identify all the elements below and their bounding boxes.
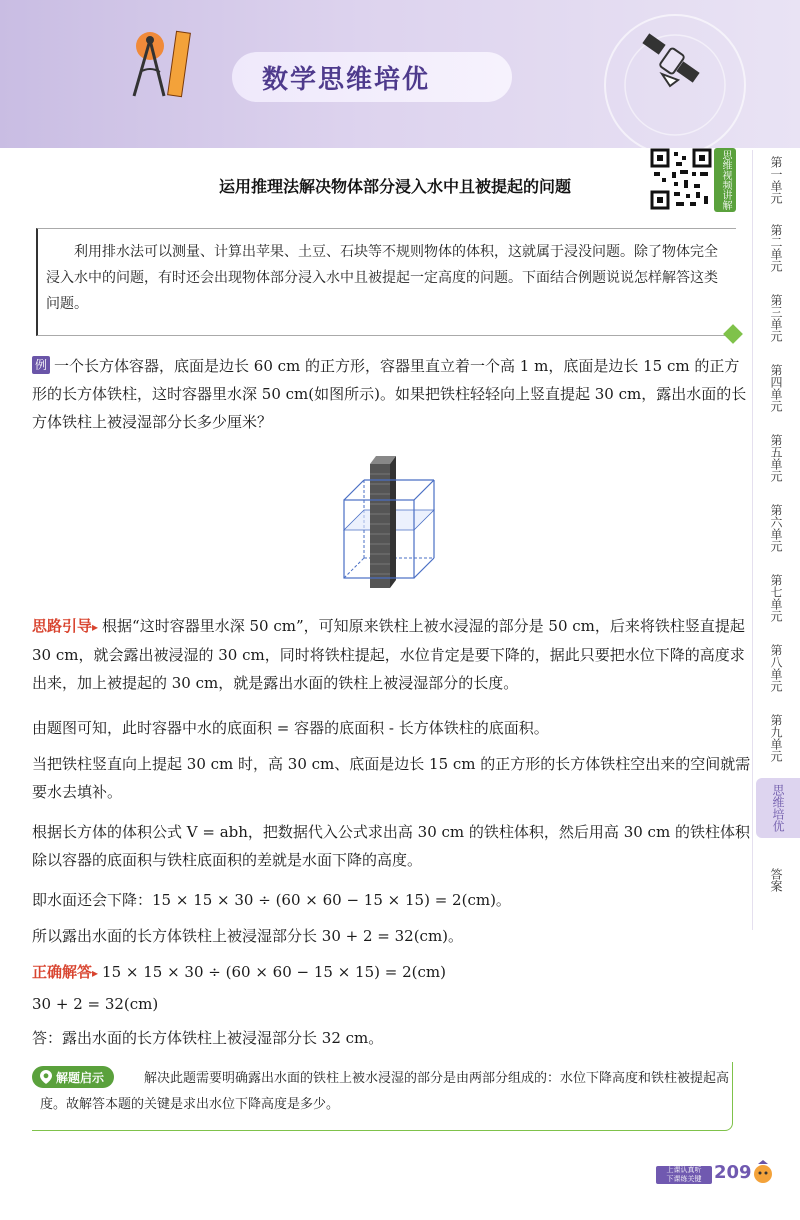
footer-slogan-top: 上课认真听 (666, 1166, 702, 1174)
arrow-right-icon: ▸ (92, 620, 99, 634)
mascot-icon (752, 1160, 774, 1186)
analysis-paragraph-3: 当把铁柱竖直向上提起 30 cm 时，高 30 cm、底面是边长 15 cm 的正方形的长方体铁柱空出来的空间就需要水去填补。 (32, 755, 751, 801)
side-tab-4[interactable]: 第四单元 (769, 364, 783, 412)
hint-badge (32, 1066, 114, 1088)
side-tab-5[interactable]: 第五单元 (769, 434, 783, 482)
analysis-label: 思路引导 (32, 617, 93, 635)
analysis-paragraph-6: 所以露出水面的长方体铁柱上被浸湿部分长 30 + 2 = 32(cm)。 (32, 927, 464, 945)
intro-text: 利用排水法可以测量、计算出苹果、土豆、石块等不规则物体的体积，这就属于浸没问题。除了物体完全浸入水中的问题，有时还会出现物体部分浸入水中且被提起一定高度的问题。下面结合例题说说怎样解答这类问题。 (46, 244, 718, 312)
side-tab-6[interactable]: 第六单元 (769, 504, 783, 552)
section-title: 运用推理法解决物体部分浸入水中且被提起的问题 (218, 177, 571, 196)
side-tab-2[interactable]: 第二单元 (769, 224, 783, 272)
side-tab-7[interactable]: 第七单元 (769, 574, 783, 622)
example-problem (32, 352, 752, 436)
header-banner (0, 0, 800, 148)
example-icon: 例 (32, 356, 50, 374)
analysis-text-1: 根据“这时容器里水深 50 cm”，可知原来铁柱上被水浸湿的部分是 50 cm，后来将铁柱竖直提起 30 cm，就会露出被浸湿的 30 cm，同时将铁柱提起，水位肯定是要下降的，据此只要把水位下降的高度求出来，加上被提起的 30 cm，就是露出水面的铁柱上被浸湿部分的长度。 (32, 617, 745, 692)
answer-line-2: 30 + 2 = 32(cm) (32, 995, 159, 1013)
arrow-right-icon: ▸ (92, 966, 99, 980)
side-tab-10[interactable]: 思维培优 (756, 778, 800, 838)
side-tab-11[interactable]: 答案 (769, 868, 783, 892)
hint-text: 解决此题需要明确露出水面的铁柱上被水浸湿的部分是由两部分组成的：水位下降高度和铁柱被提起高度。故解答本题的关键是求出水位下降高度是多少。 (40, 1071, 730, 1112)
qr-code-icon[interactable] (650, 148, 712, 210)
container-iron-pillar-figure (330, 450, 450, 610)
analysis-paragraph-4: 根据长方体的体积公式 V = abh，把数据代入公式求出高 30 cm 的铁柱体积，然后用高 30 cm 的铁柱体积除以容器的底面积与铁柱底面积的差就是水面下降的高度。 (32, 823, 750, 869)
hint-text-wrap (40, 1066, 730, 1118)
hint-label: 解题启示 (56, 1070, 105, 1085)
location-pin-icon (40, 1070, 52, 1084)
side-tab-8[interactable]: 第八单元 (769, 644, 783, 692)
page-footer (656, 1160, 776, 1188)
qr-video-tag[interactable]: 思维视频讲解 (714, 148, 736, 212)
analysis-paragraph-1 (32, 612, 752, 697)
analysis-paragraph-5: 即水面还会下降：15 × 15 × 30 ÷ (60 × 60 − 15 × 15) = 2(cm)。 (32, 891, 511, 909)
footer-slogan-bottom: 下课练关键 (666, 1175, 702, 1183)
compass-ruler-icon (120, 26, 200, 106)
satellite-icon (640, 30, 704, 94)
side-tab-3[interactable]: 第三单元 (769, 294, 783, 342)
corner-decoration-icon (723, 324, 743, 344)
example-text: 一个长方体容器，底面是边长 60 cm 的正方形，容器里直立着一个高 1 m，底面是边长 15 cm 的正方形的长方体铁柱，这时容器里水深 50 cm(如图所示)。如果把铁柱轻轻向上竖直提起 30 cm，露出水面的长方体铁柱上被浸湿部分长多少厘米？ (32, 357, 747, 431)
analysis-paragraph-2: 由题图可知，此时容器中水的底面积 = 容器的底面积 - 长方体铁柱的底面积。 (32, 719, 549, 737)
footer-slogan (656, 1166, 712, 1184)
intro-box (36, 228, 736, 336)
hint-box (32, 1062, 733, 1131)
page-header-title: 数学思维培优 (232, 52, 512, 102)
answer-label: 正确解答 (32, 963, 93, 981)
side-tab-1[interactable]: 第一单元 (769, 156, 783, 204)
side-tab-9[interactable]: 第九单元 (769, 714, 783, 762)
answer-text-1: 15 × 15 × 30 ÷ (60 × 60 − 15 × 15) = 2(cm) (102, 963, 446, 981)
page-number: 209 (714, 1162, 752, 1183)
answer-line-3: 答：露出水面的长方体铁柱上被浸湿部分长 32 cm。 (32, 1029, 384, 1047)
answer-line-1 (32, 958, 752, 987)
